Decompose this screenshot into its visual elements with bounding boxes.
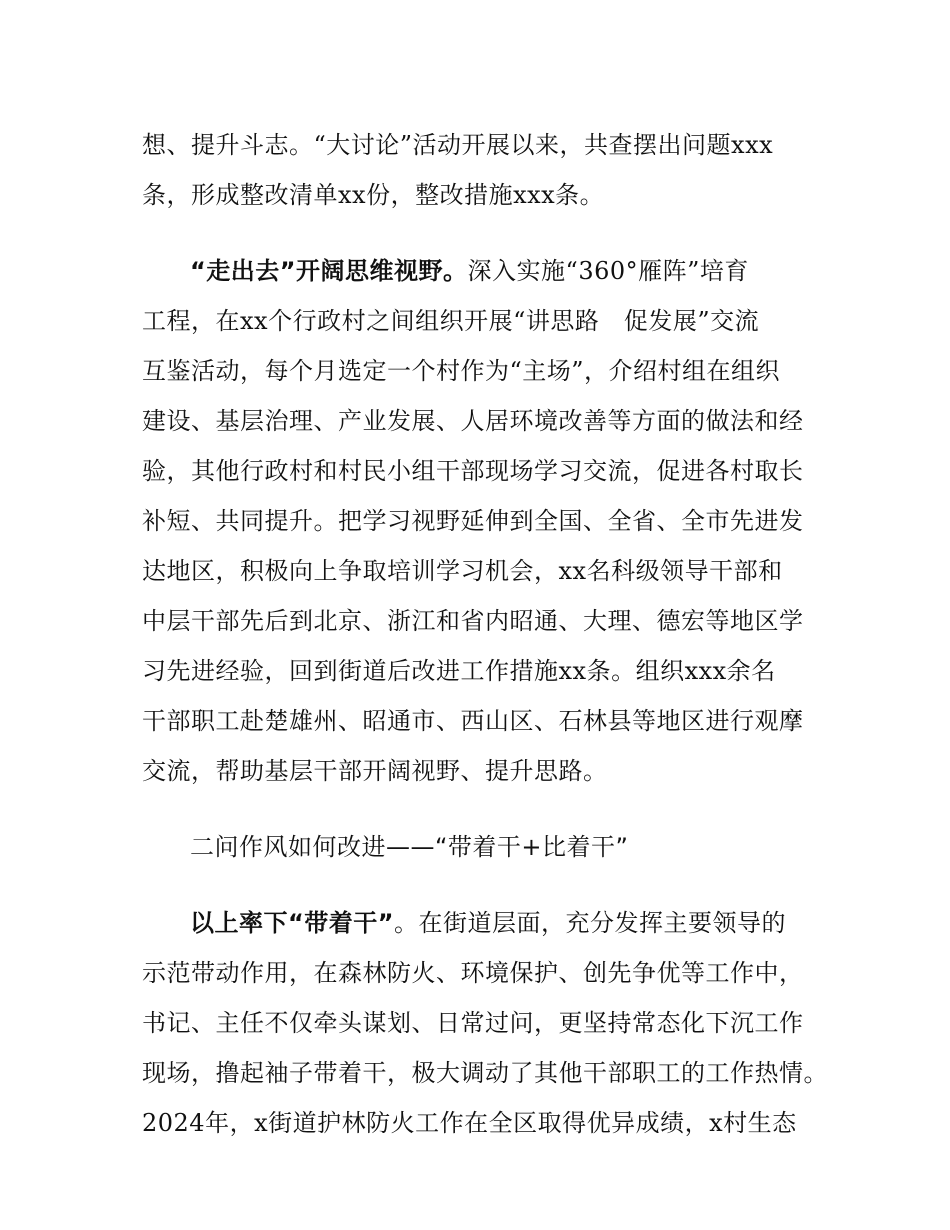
paragraph-2-line-7: 达地区，积极向上争取培训学习机会，xx名科级领导干部和 <box>142 557 783 585</box>
paragraph-2-line-10: 干部职工赴楚雄州、昭通市、西山区、石林县等地区进行观摩 <box>142 707 804 735</box>
paragraph-3-line-5: 2024年，x街道护林防火工作在全区取得优异成绩，x村生态 <box>142 1109 797 1137</box>
paragraph-3-lead: 以上率下“带着干” <box>190 909 395 937</box>
paragraph-3-line-4: 现场，撸起袖子带着干，极大调动了其他干部职工的工作热情。 <box>142 1059 828 1087</box>
paragraph-3-first-rest: 。在街道层面，充分发挥主要领导的 <box>394 909 787 937</box>
paragraph-1-line-2: 条，形成整改清单xx份，整改措施xxx条。 <box>142 181 605 209</box>
section-heading: 二问作风如何改进——“带着干+比着干” <box>190 833 629 861</box>
paragraph-1-line-1: 想、提升斗志。“大讨论”活动开展以来，共查摆出问题xxx <box>142 131 774 159</box>
paragraph-2-line-4: 建设、基层治理、产业发展、人居环境改善等方面的做法和经 <box>142 407 804 435</box>
paragraph-2-first-rest: 深入实施“360°雁阵”培育 <box>467 257 749 285</box>
paragraph-2-line-2: 工程，在xx个行政村之间组织开展“讲思路 促发展”交流 <box>142 307 760 335</box>
paragraph-2-line-3: 互鉴活动，每个月选定一个村作为“主场”，介绍村组在组织 <box>142 357 781 385</box>
paragraph-2-line-5: 验，其他行政村和村民小组干部现场学习交流，促进各村取长 <box>142 457 804 485</box>
paragraph-2-lead: “走出去”开阔思维视野。 <box>190 257 468 285</box>
paragraph-3-line-3: 书记、主任不仅牵头谋划、日常过问，更坚持常态化下沉工作 <box>142 1009 804 1037</box>
paragraph-2-line-8: 中层干部先后到北京、浙江和省内昭通、大理、德宏等地区学 <box>142 607 804 635</box>
paragraph-3-line-1 <box>190 908 786 938</box>
paragraph-3-line-2: 示范带动作用，在森林防火、环境保护、创先争优等工作中， <box>142 959 804 987</box>
paragraph-2-line-11: 交流，帮助基层干部开阔视野、提升思路。 <box>142 757 608 785</box>
paragraph-2-line-6: 补短、共同提升。把学习视野延伸到全国、全省、全市先进发 <box>142 507 804 535</box>
paragraph-2-line-1 <box>190 256 749 286</box>
paragraph-2-line-9: 习先进经验，回到街道后改进工作措施xx条。组织xxx余名 <box>142 657 776 685</box>
